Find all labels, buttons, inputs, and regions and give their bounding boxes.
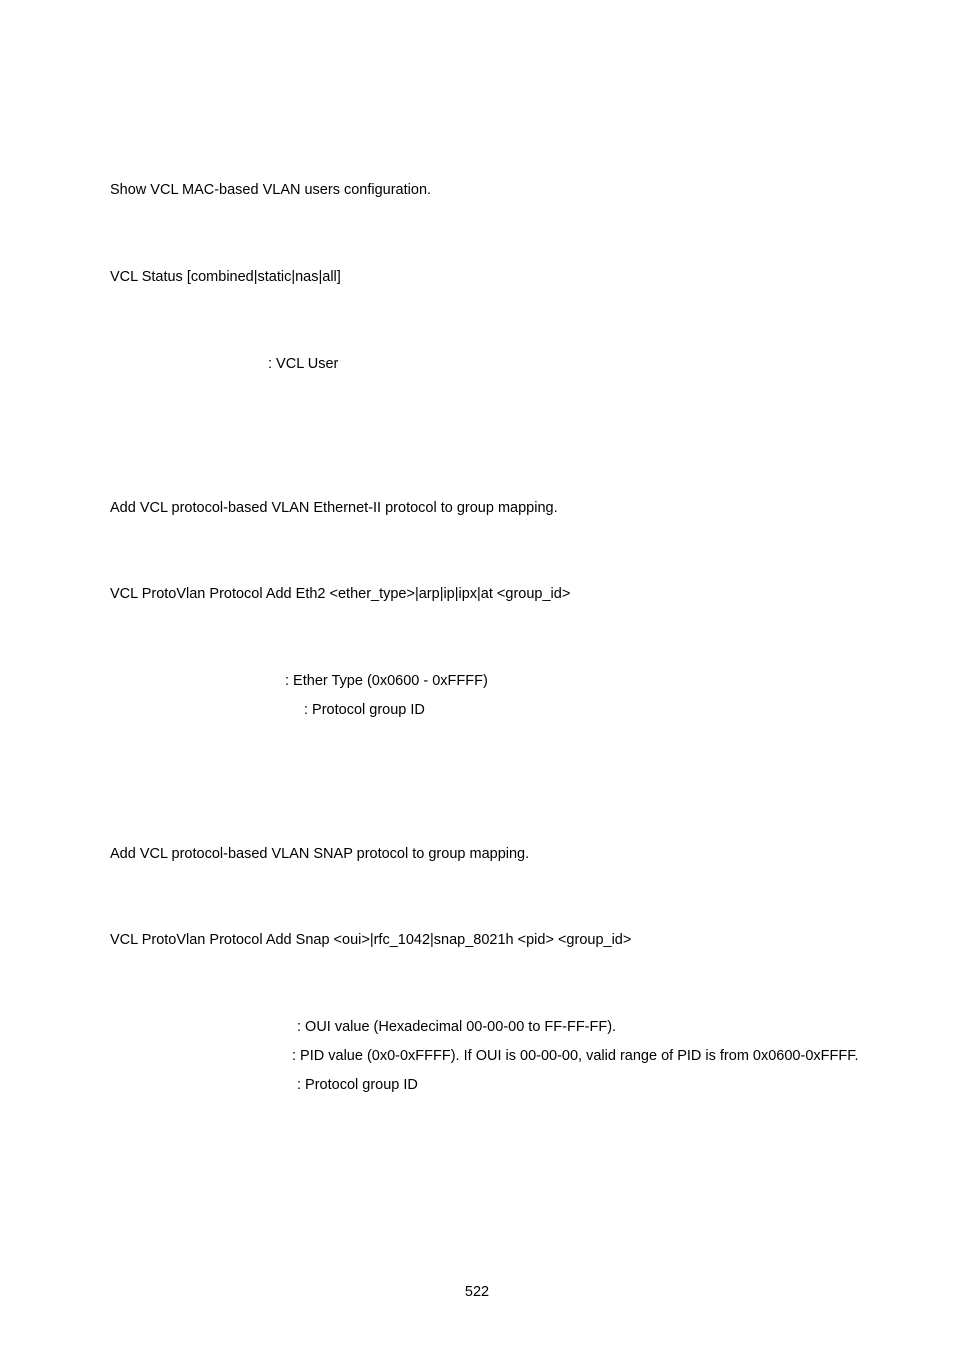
section-1-description: Show VCL MAC-based VLAN users configuration.	[110, 182, 432, 198]
section-3-description: Add VCL protocol-based VLAN SNAP protocol to group mapping.	[110, 846, 530, 862]
section-1-param-vcl-user: : VCL User	[268, 356, 339, 372]
section-3-param-group-id: : Protocol group ID	[297, 1077, 418, 1093]
section-3-param-pid: : PID value (0x0-0xFFFF). If OUI is 00-00-00, valid range of PID is from 0x0600-0xFFFF.	[292, 1048, 859, 1064]
section-2-description: Add VCL protocol-based VLAN Ethernet-II protocol to group mapping.	[110, 500, 558, 516]
section-3-syntax: VCL ProtoVlan Protocol Add Snap <oui>|rfc_1042|snap_8021h <pid> <group_id>	[110, 932, 632, 948]
section-1-syntax: VCL Status [combined|static|nas|all]	[110, 269, 341, 285]
section-2-syntax: VCL ProtoVlan Protocol Add Eth2 <ether_type>|arp|ip|ipx|at <group_id>	[110, 586, 571, 602]
section-2-param-group-id: : Protocol group ID	[304, 702, 425, 718]
page-number: 522	[464, 1284, 490, 1300]
section-2-param-ether-type: : Ether Type (0x0600 - 0xFFFF)	[285, 673, 488, 689]
section-3-param-oui: : OUI value (Hexadecimal 00-00-00 to FF-FF-FF).	[297, 1019, 617, 1035]
